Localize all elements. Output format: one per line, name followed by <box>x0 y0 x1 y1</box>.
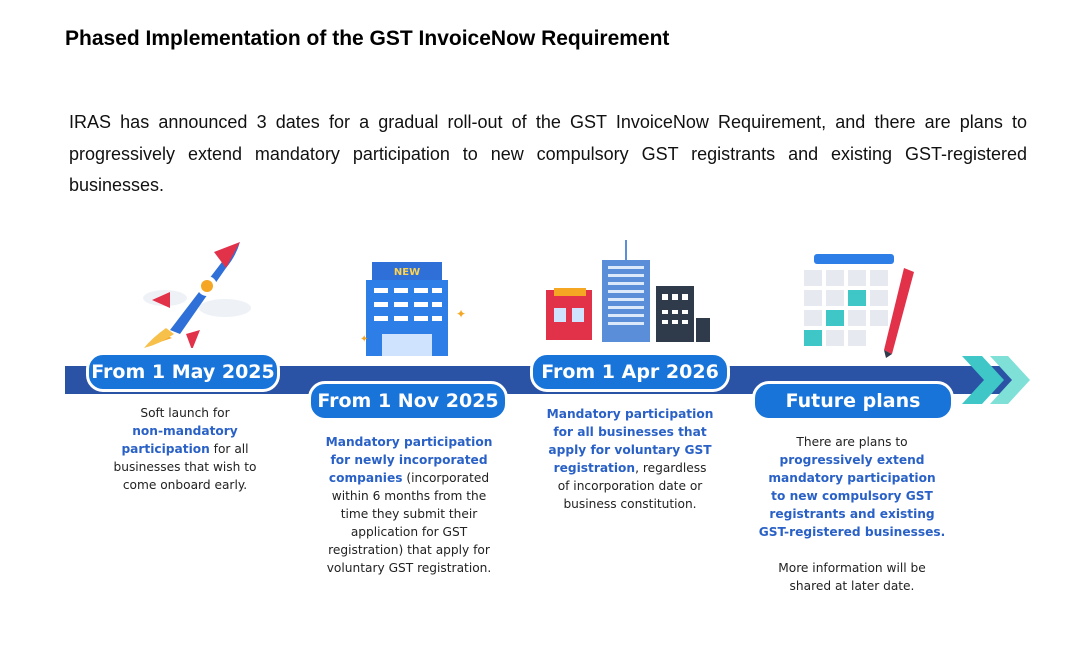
phase-1-pill: From 1 May 2025 <box>86 352 280 392</box>
description-line <box>95 458 275 476</box>
description-line <box>535 477 725 495</box>
description-text: application for GST <box>350 525 468 539</box>
description-line <box>752 559 952 577</box>
description-line <box>310 523 508 541</box>
phase-1-description <box>95 404 275 494</box>
description-line <box>752 505 952 523</box>
highlight-text: for newly incorporated <box>330 453 488 467</box>
description-text: time they submit their <box>340 507 478 521</box>
description-line <box>752 433 952 451</box>
phase-2-pill: From 1 Nov 2025 <box>308 381 508 421</box>
description-text: come onboard early. <box>122 478 248 492</box>
description-line <box>95 404 275 422</box>
description-line <box>310 541 508 559</box>
description-line <box>310 433 508 451</box>
description-line <box>535 459 725 477</box>
description-line <box>752 523 952 541</box>
highlight-text: companies <box>328 471 403 485</box>
highlight-text: to new compulsory GST <box>771 489 933 503</box>
city-buildings-icon <box>542 238 722 348</box>
description-line <box>535 495 725 513</box>
description-text: of incorporation date or <box>557 479 703 493</box>
highlight-text: participation <box>121 442 210 456</box>
new-building-icon <box>352 256 472 361</box>
highlight-text: registration <box>553 461 636 475</box>
highlight-text: registrants and existing <box>769 507 935 521</box>
phase-3-pill: From 1 Apr 2026 <box>530 352 730 392</box>
description-line <box>752 577 952 595</box>
description-text: within 6 months from the <box>331 489 487 503</box>
description-line <box>752 451 952 469</box>
description-text: voluntary GST registration. <box>326 561 492 575</box>
description-text: for all <box>209 442 249 456</box>
description-line <box>752 469 952 487</box>
description-text: business constitution. <box>563 497 697 511</box>
phase-4-pill: Future plans <box>752 381 954 421</box>
highlight-text: non-mandatory <box>132 424 238 438</box>
description-line <box>310 469 508 487</box>
description-line <box>95 422 275 440</box>
highlight-text: Mandatory participation <box>546 407 714 421</box>
description-text: (incorporated <box>402 471 490 485</box>
calendar-pencil-icon <box>796 250 926 358</box>
description-text: There are plans to <box>796 435 908 449</box>
highlight-text: GST-registered businesses. <box>758 525 946 539</box>
description-line <box>95 476 275 494</box>
highlight-text: progressively extend <box>779 453 925 467</box>
description-line <box>535 423 725 441</box>
highlight-text: Mandatory participation <box>325 435 493 449</box>
description-line <box>310 487 508 505</box>
description-line <box>752 487 952 505</box>
page-title: Phased Implementation of the GST InvoiceNow Requirement <box>65 27 670 50</box>
description-text: , regardless <box>635 461 707 475</box>
description-line <box>95 440 275 458</box>
description-text: Soft launch for <box>140 406 230 420</box>
intro-paragraph: IRAS has announced 3 dates for a gradual roll-out of the GST InvoiceNow Requirement, and there are plans to progressively extend mandatory participation to new compulsory GST registrants and existing GST-registered businesses. <box>69 112 1027 195</box>
highlight-text: apply for voluntary GST <box>548 443 712 457</box>
svg-text:✦: ✦ <box>456 307 467 321</box>
phase-3-description <box>535 405 725 513</box>
description-text: registration) that apply for <box>328 543 490 557</box>
highlight-text: for all businesses that <box>553 425 707 439</box>
rocket-icon <box>130 238 260 348</box>
description-line <box>310 559 508 577</box>
description-text: businesses that wish to <box>113 460 257 474</box>
description-line <box>752 541 952 559</box>
chevron-arrows-icon <box>960 356 1032 404</box>
description-line <box>310 451 508 469</box>
description-line <box>310 505 508 523</box>
phase-4-description <box>752 433 952 595</box>
description-text: More information will be <box>778 561 926 575</box>
new-badge-text: NEW <box>393 267 421 278</box>
description-text: shared at later date. <box>789 579 915 593</box>
description-line <box>535 405 725 423</box>
highlight-text: mandatory participation <box>768 471 936 485</box>
phase-2-description <box>310 433 508 577</box>
description-line <box>535 441 725 459</box>
svg-text:✦: ✦ <box>360 334 369 345</box>
